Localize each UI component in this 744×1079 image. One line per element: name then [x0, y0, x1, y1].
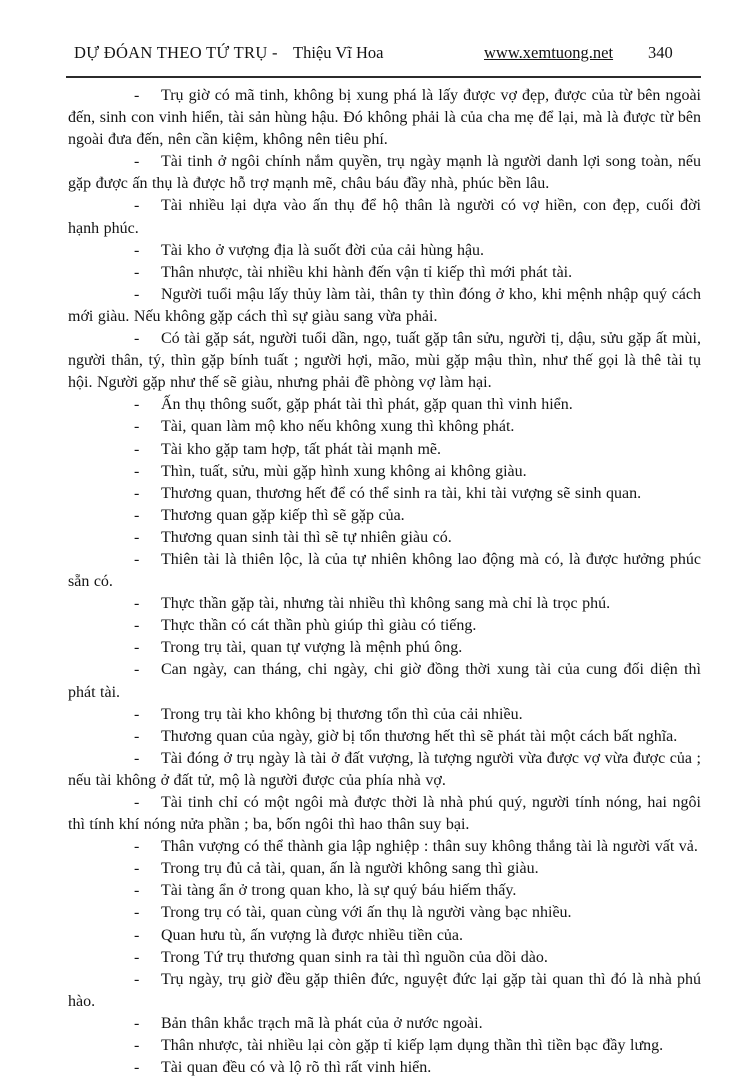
bullet-dash: - — [134, 285, 140, 303]
list-item-text: Trong Tứ trụ thương quan sinh ra tài thì nguồn của dồi dào. — [161, 948, 548, 966]
list-item-text: Quan hưu tù, ấn vượng là được nhiều tiền của. — [161, 926, 464, 944]
bullet-dash: - — [134, 1014, 140, 1032]
list-item — [68, 836, 701, 858]
list-item-text: Trụ ngày, trụ giờ đều gặp thiên đức, nguyệt đức lại gặp tài quan thì đó là nhà phú hào. — [68, 970, 701, 1010]
bullet-dash: - — [134, 794, 140, 811]
list-item-text: Tài đóng ở trụ ngày là tài ở đất vượng, là tượng người vừa được vợ vừa được của ; nếu tài không ở đất tử, mộ là người được của phía nhà vợ. — [68, 749, 701, 789]
list-item-text: Trụ giờ có mã tinh, không bị xung phá là lấy được vợ đẹp, được của từ bên ngoài đến, sinh con vinh hiển, tài sản hùng hậu. Đó không phải là của cha mẹ để lại, mà là được từ bên ngoài đưa đến, nên cần kiệm, không nên tiêu phí. — [68, 87, 701, 149]
list-item — [68, 328, 701, 394]
bullet-dash: - — [134, 550, 140, 568]
list-item-text: Tài tinh chỉ có một ngôi mà được thời là nhà phú quý, người tính nóng, hai ngôi thì tính khí nóng nửa phần ; ba, bốn ngôi thì hao thân suy bại. — [68, 794, 701, 834]
list-item-text: Thương quan, thương hết để có thể sinh ra tài, khi tài vượng sẽ sinh quan. — [161, 484, 642, 502]
list-item — [68, 262, 701, 284]
list-item-text: Trong trụ đủ cả tài, quan, ấn là người không sang thì giàu. — [161, 860, 539, 878]
list-item-text: Thân vượng có thể thành gia lập nghiệp : thân suy không thắng tài là người vất vả. — [161, 838, 698, 856]
bullet-dash: - — [134, 241, 140, 259]
bullet-dash: - — [134, 860, 140, 878]
bullet-dash: - — [134, 506, 140, 524]
bullet-dash: - — [134, 882, 140, 900]
bullet-dash: - — [134, 639, 140, 657]
list-item — [68, 792, 701, 836]
list-item-text: Ấn thụ thông suốt, gặp phát tài thì phát, gặp quan thì vinh hiển. — [161, 396, 573, 414]
bullet-dash: - — [134, 926, 140, 944]
bullet-dash: - — [134, 727, 140, 745]
list-item — [68, 726, 701, 748]
list-item-text: Tài kho gặp tam hợp, tất phát tài mạnh mẽ. — [161, 440, 441, 458]
list-item-text: Người tuổi mậu lấy thủy làm tài, thân ty thìn đóng ở kho, khi mệnh nhập quý cách mới giàu. Nếu không gặp cách thì sự giàu sang vừa phải. — [68, 285, 701, 325]
list-item — [68, 1035, 701, 1057]
bullet-dash: - — [134, 705, 140, 723]
bullet-dash: - — [134, 197, 140, 215]
bullet-dash: - — [134, 153, 140, 171]
page-number: 340 — [648, 43, 673, 62]
list-item — [68, 439, 701, 461]
header-divider — [66, 76, 701, 78]
list-item — [68, 549, 701, 593]
bullet-dash: - — [134, 970, 140, 988]
list-item — [68, 947, 701, 969]
list-item — [68, 925, 701, 947]
bullet-dash: - — [134, 396, 140, 414]
list-item — [68, 416, 701, 438]
list-item — [68, 615, 701, 637]
list-item-text: Trong trụ tài kho không bị thương tổn thì của cải nhiều. — [161, 705, 523, 723]
list-item — [68, 659, 701, 703]
bullet-dash: - — [134, 838, 140, 856]
list-item-text: Thực thần có cát thần phù giúp thì giàu có tiếng. — [161, 617, 477, 635]
list-item — [68, 969, 701, 1013]
bullet-dash: - — [134, 484, 140, 502]
bullet-dash: - — [134, 661, 140, 679]
list-item-text: Trong trụ có tài, quan cùng với ấn thụ là người vàng bạc nhiều. — [161, 904, 572, 922]
list-item-text: Tài kho ở vượng địa là suốt đời của cải hùng hậu. — [161, 241, 485, 259]
bullet-dash: - — [134, 418, 140, 436]
bullet-dash: - — [134, 617, 140, 635]
bullet-dash: - — [134, 749, 140, 767]
list-item-text: Tài quan đều có và lộ rõ thì rất vinh hiển. — [161, 1059, 432, 1077]
list-item — [68, 704, 701, 726]
list-item — [68, 195, 701, 239]
list-item-text: Thìn, tuất, sửu, mùi gặp hình xung không ai không giàu. — [161, 462, 527, 480]
bullet-dash: - — [134, 904, 140, 922]
list-item-text: Thân nhược, tài nhiều khi hành đến vận tỉ kiếp thì mới phát tài. — [161, 263, 573, 281]
list-item-text: Thương quan sinh tài thì sẽ tự nhiên giàu có. — [161, 528, 452, 546]
list-item — [68, 748, 701, 792]
list-item-text: Tài tàng ẩn ở trong quan kho, là sự quý báu hiếm thấy. — [161, 882, 517, 900]
book-title: DỰ ĐÓAN THEO TỨ TRỤ - — [74, 43, 278, 62]
list-item-text: Thiên tài là thiên lộc, là của tự nhiên không lao động mà có, là được hưởng phúc sẵn có. — [68, 550, 701, 591]
list-item — [68, 1013, 701, 1035]
list-item — [68, 858, 701, 880]
list-item-text: Thực thần gặp tài, nhưng tài nhiều thì không sang mà chỉ là trọc phú. — [161, 595, 611, 613]
list-item — [68, 593, 701, 615]
list-item-text: Thân nhược, tài nhiều lại còn gặp tỉ kiếp lạm dụng thần thì tiền bạc đầy lưng. — [161, 1037, 664, 1055]
list-item — [68, 902, 701, 924]
bullet-dash: - — [134, 595, 140, 613]
list-item-text: Tài nhiều lại dựa vào ấn thụ để hộ thân là người có vợ hiền, con đẹp, cuối đời hạnh phúc. — [68, 197, 701, 237]
list-item-text: Thương quan của ngày, giờ bị tổn thương hết thì sẽ phát tài một cách bất nghĩa. — [161, 727, 678, 745]
list-item-text: Can ngày, can tháng, chi ngày, chi giờ đồng thời xung tài của cung đối diện thì phát tài. — [68, 661, 701, 701]
list-item — [68, 637, 701, 659]
bullet-dash: - — [134, 462, 140, 480]
page-header — [0, 0, 744, 79]
list-item — [68, 394, 701, 416]
bullet-dash: - — [134, 87, 140, 104]
bullet-dash: - — [134, 948, 140, 966]
author-name: Thiệu Vĩ Hoa — [293, 43, 384, 62]
bullet-dash: - — [134, 263, 140, 281]
list-item — [68, 284, 701, 328]
list-item — [68, 880, 701, 902]
list-item — [68, 1057, 701, 1079]
list-item — [68, 505, 701, 527]
list-item — [68, 461, 701, 483]
bullet-dash: - — [134, 330, 140, 348]
page-content — [68, 85, 701, 1079]
list-item — [68, 151, 701, 195]
list-item-text: Bản thân khắc trạch mã là phát của ở nước ngoài. — [161, 1014, 483, 1032]
list-item — [68, 527, 701, 549]
list-item-text: Trong trụ tài, quan tự vượng là mệnh phú ông. — [161, 639, 463, 657]
list-item-text: Tài tinh ở ngôi chính nắm quyền, trụ ngày mạnh là người danh lợi song toàn, nếu gặp được ấn thụ là được hỗ trợ mạnh mẽ, châu báu đầy nhà, phúc bền lâu. — [68, 153, 701, 193]
bullet-dash: - — [134, 528, 140, 546]
list-item-text: Tài, quan làm mộ kho nếu không xung thì không phát. — [161, 418, 515, 436]
website-link[interactable]: www.xemtuong.net — [484, 43, 614, 62]
list-item — [68, 483, 701, 505]
bullet-dash: - — [134, 1037, 140, 1055]
list-item-text: Có tài gặp sát, người tuổi dần, ngọ, tuất gặp tân sửu, người tị, dậu, sửu gặp ất mùi, người thân, tý, thìn gặp bính tuất ; người hợi, mão, mùi gặp mậu thìn, như thế gọi là thê tài tụ hội. Người gặp như thế sẽ giàu, nhưng phải đề phòng vợ làm hại. — [68, 330, 701, 392]
list-item-text: Thương quan gặp kiếp thì sẽ gặp của. — [161, 506, 405, 524]
list-item — [68, 85, 701, 151]
bullet-dash: - — [134, 440, 140, 458]
bullet-dash: - — [134, 1059, 140, 1077]
list-item — [68, 240, 701, 262]
